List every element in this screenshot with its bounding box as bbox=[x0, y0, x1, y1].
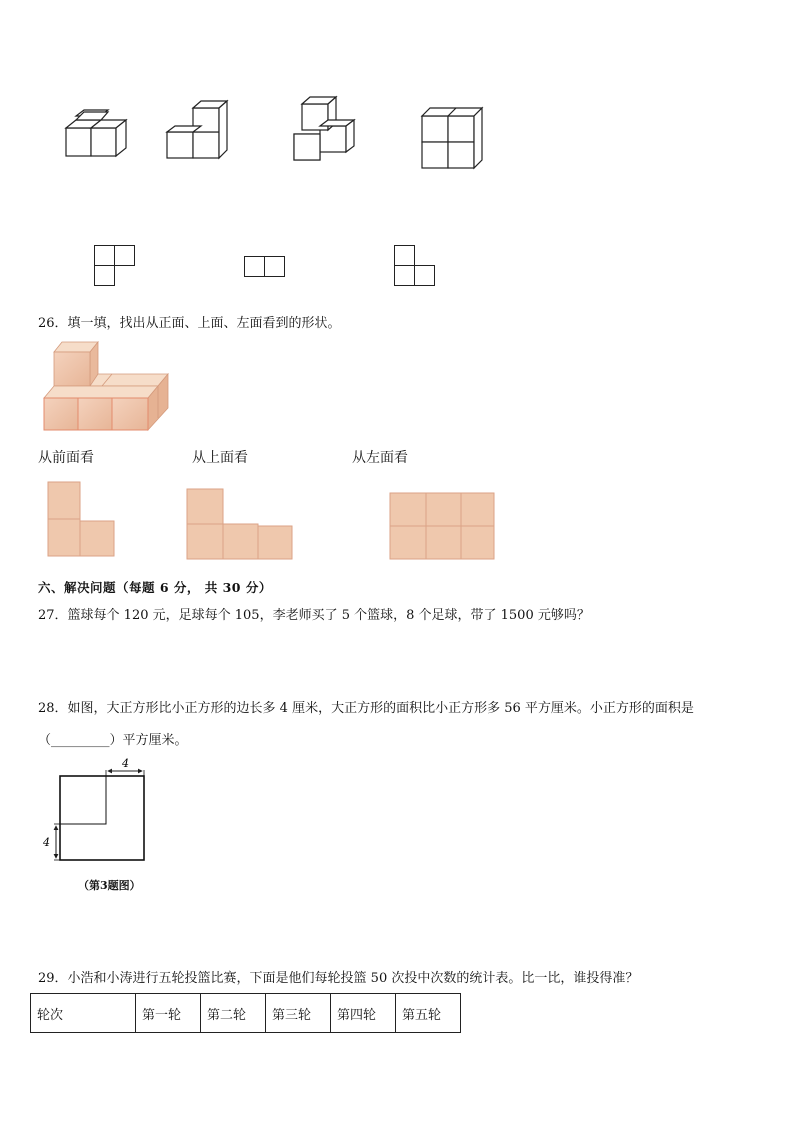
cube-figure-2 bbox=[163, 98, 233, 168]
question-26-prompt: 26．填一填，找出从正面、上面、左面看到的形状。 bbox=[38, 316, 341, 331]
table-header-cell: 第三轮 bbox=[266, 994, 331, 1033]
table-header-row bbox=[31, 994, 461, 1033]
question-27-prompt: 27．篮球每个 120 元，足球每个 105，李老师买了 5 个篮球，8 个足球，带了 1500 元够吗？ bbox=[38, 608, 590, 623]
table-header-cell: 轮次 bbox=[31, 994, 136, 1033]
view-shape-1 bbox=[94, 245, 138, 289]
answer-left-view bbox=[389, 492, 499, 562]
view-shape-2 bbox=[244, 256, 288, 280]
answer-top-view bbox=[186, 488, 296, 563]
q28-square-diagram bbox=[40, 756, 160, 866]
basketball-stats-table bbox=[30, 993, 461, 1033]
cube-figure-3 bbox=[290, 94, 365, 166]
table-header-cell: 第一轮 bbox=[136, 994, 201, 1033]
cube-figure-4 bbox=[418, 104, 488, 170]
table-header-cell: 第四轮 bbox=[331, 994, 396, 1033]
q26-cube-stack bbox=[40, 340, 175, 435]
table-header-cell: 第五轮 bbox=[396, 994, 461, 1033]
question-28-line2: （_________）平方厘米。 bbox=[38, 733, 188, 748]
figure-caption: （第3题图） bbox=[78, 879, 141, 892]
view-label-top: 从上面看 bbox=[192, 450, 248, 466]
view-label-front: 从前面看 bbox=[38, 450, 94, 466]
answer-front-view bbox=[46, 480, 121, 560]
dim-top-label: 4 bbox=[122, 757, 129, 770]
cube-figure-1 bbox=[60, 108, 130, 168]
question-29-prompt: 29．小浩和小涛进行五轮投篮比赛，下面是他们每轮投篮 50 次投中次数的统计表。比一比，谁投得准？ bbox=[38, 971, 639, 986]
question-28-line1: 28．如图，大正方形比小正方形的边长多 4 厘米，大正方形的面积比小正方形多 56 平方厘米。小正方形的面积是 bbox=[38, 701, 694, 716]
section-title: 六、解决问题（每题 6 分， 共 30 分） bbox=[38, 580, 272, 595]
dim-left-label: 4 bbox=[43, 836, 50, 849]
table-header-cell: 第二轮 bbox=[201, 994, 266, 1033]
view-label-left: 从左面看 bbox=[352, 450, 408, 466]
view-shape-3 bbox=[394, 245, 438, 289]
